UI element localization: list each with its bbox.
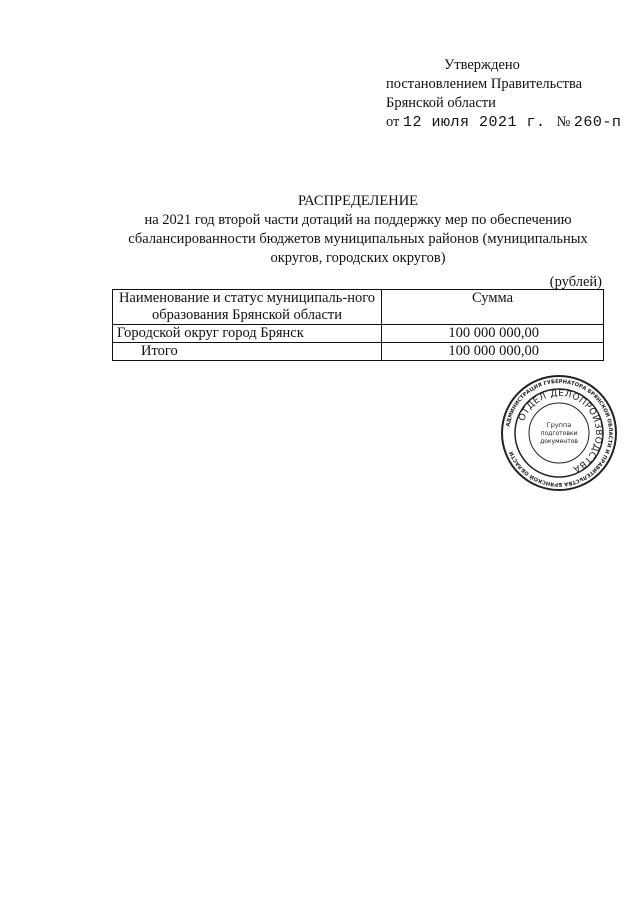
official-stamp bbox=[500, 374, 618, 492]
stamp-center-line3: документов bbox=[540, 438, 578, 445]
approval-date: 12 июля 2021 г. bbox=[403, 114, 546, 131]
row-amount: 100 000 000,00 bbox=[382, 325, 604, 343]
approval-number-prefix: № bbox=[556, 114, 571, 130]
stamp-center-line1: Группа bbox=[546, 421, 572, 429]
approval-number: 260-п bbox=[573, 114, 622, 131]
approval-authority: постановлением Правительства bbox=[386, 76, 583, 92]
approval-title: Утверждено bbox=[444, 57, 520, 73]
row-name: Городской округ город Брянск bbox=[113, 325, 382, 343]
table-header-row bbox=[113, 290, 604, 325]
stamp-center-line2: подготовки bbox=[540, 430, 578, 437]
document-heading bbox=[112, 192, 604, 268]
document-subtitle: на 2021 год второй части дотаций на поддержку мер по обеспечению сбалансированности бюджетов муниципальных районов (муниципальных округов, городских округов) bbox=[128, 212, 588, 266]
total-amount: 100 000 000,00 bbox=[382, 343, 604, 361]
column-header-amount: Сумма bbox=[382, 290, 604, 325]
stamp-inner-text: ОТДЕЛ ДЕЛОПРОИЗВОДСТВА bbox=[517, 388, 604, 474]
total-label: Итого bbox=[113, 343, 382, 361]
distribution-table bbox=[112, 289, 604, 361]
units-label: (рублей) bbox=[549, 274, 602, 290]
approval-block bbox=[386, 56, 626, 132]
table-row bbox=[113, 325, 604, 343]
table-row-total bbox=[113, 343, 604, 361]
document-title: РАСПРЕДЕЛЕНИЕ bbox=[297, 193, 419, 209]
stamp-outer-text: АДМИНИСТРАЦИЯ ГУБЕРНАТОРА БРЯНСКОЙ ОБЛАСТИ И ПРАВИТЕЛЬСТВА БРЯНСКОЙ ОБЛАСТИ bbox=[505, 378, 614, 488]
approval-region: Брянской области bbox=[386, 95, 496, 111]
column-header-name: Наименование и статус муниципаль-ного образования Брянской области bbox=[113, 290, 382, 325]
approval-date-line bbox=[386, 113, 626, 132]
approval-date-prefix: от bbox=[386, 114, 400, 130]
